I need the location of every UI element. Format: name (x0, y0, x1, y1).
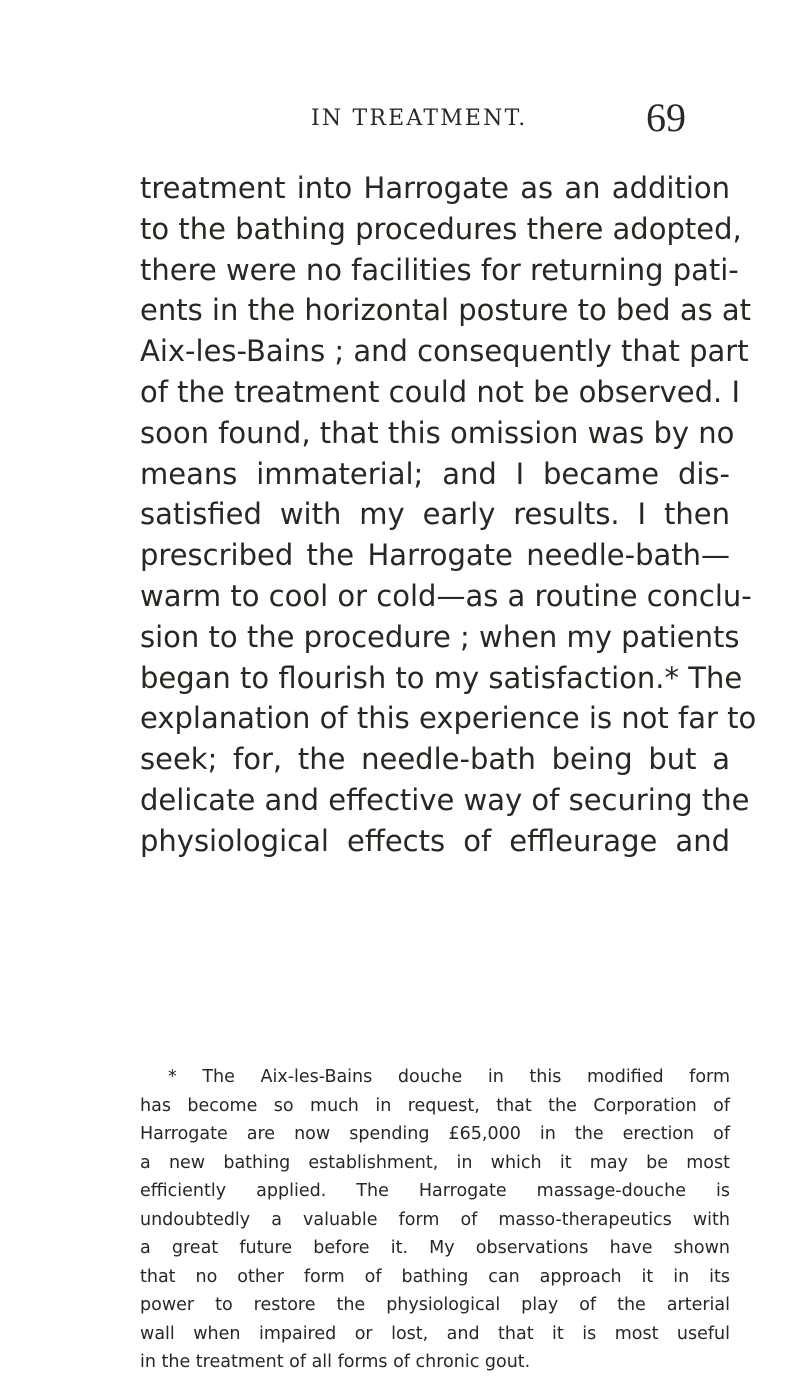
footnote-line: undoubtedly a valuable form of masso-therapeutics with (140, 1209, 730, 1230)
footnote-line: efficiently applied. The Harrogate massage-douche is (140, 1181, 730, 1201)
footnote-line: * The Aix-les-Bains douche in this modified form (168, 1067, 730, 1087)
footnote-line: in the treatment of all forms of chronic gout. (140, 1352, 531, 1372)
body-line: there were no facilities for returning pati- (140, 252, 739, 287)
footnote-line: a new bathing establishment, in which it may be most (140, 1152, 730, 1173)
footnote-line: has become so much in request, that the Corporation of (140, 1095, 730, 1116)
body-line: sion to the procedure ; when my patients (140, 619, 740, 654)
footnote-line: Harrogate are now spending £65,000 in the erection of (140, 1124, 730, 1144)
body-text (140, 168, 757, 862)
body-line: satisfied with my early results. I then (140, 497, 730, 532)
body-line: explanation of this experience is not far to (140, 701, 757, 736)
body-line: means immaterial; and I became dis- (140, 456, 730, 491)
running-title: IN TREATMENT. (311, 106, 528, 131)
body-line: ents in the horizontal posture to bed as at (140, 293, 752, 328)
footnote-line: that no other form of bathing can approach it in its (140, 1266, 730, 1287)
footnote (140, 1063, 730, 1377)
body-line: Aix-les-Bains ; and consequently that part (140, 334, 749, 369)
body-line: began to flourish to my satisfaction.* The (140, 660, 743, 695)
body-line: to the bathing procedures there adopted, (140, 211, 742, 246)
body-line: physiological effects of effleurage and (140, 823, 730, 858)
running-head (0, 84, 800, 140)
footnote-line: a great future before it. My observations have shown (140, 1238, 730, 1258)
body-line: treatment into Harrogate as an addition (140, 171, 730, 205)
body-line: prescribed the Harrogate needle-bath— (140, 538, 730, 573)
body-line: of the treatment could not be observed. I (140, 374, 741, 409)
footnote-line: wall when impaired or lost, and that it is most useful (140, 1323, 730, 1344)
page-number: 69 (646, 95, 686, 140)
body-line: seek; for, the needle-bath being but a (140, 742, 730, 777)
footnote-line: power to restore the physiological play of the arterial (140, 1295, 730, 1315)
body-line: delicate and effective way of securing the (140, 782, 750, 817)
body-line: warm to cool or cold—as a routine conclu- (140, 578, 752, 613)
body-line: soon found, that this omission was by no (140, 415, 735, 450)
